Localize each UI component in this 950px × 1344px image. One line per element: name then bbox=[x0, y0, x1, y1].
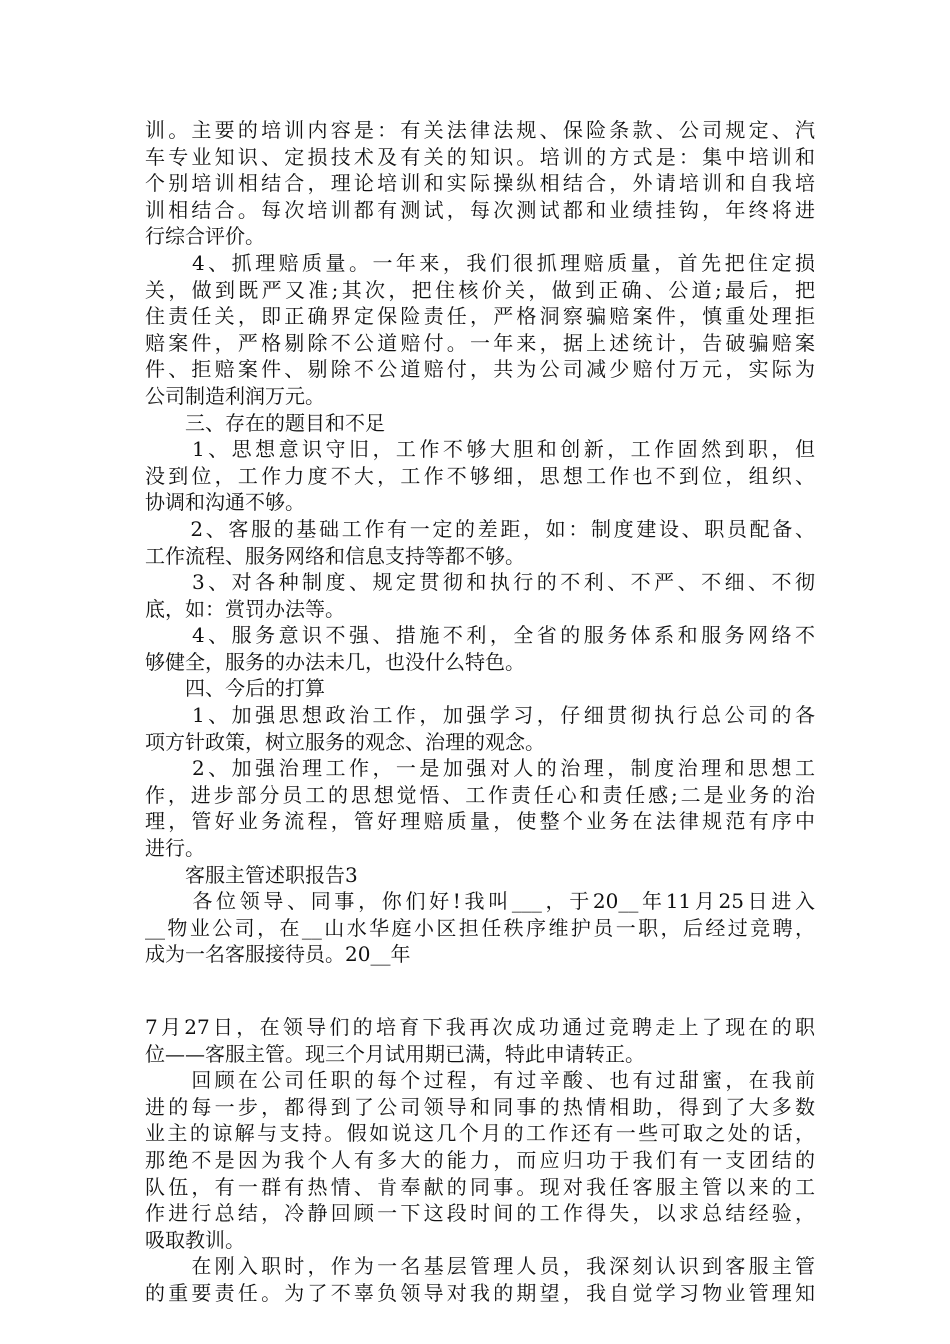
text-line: 那绝不是因为我个人有多大的能力，而应归功于我们有一支团结的 bbox=[145, 1147, 815, 1172]
text-line: 住责任关，即正确界定保险责任，严格洞察骗赔案件，慎重处理拒 bbox=[145, 304, 815, 329]
text-line: 四、今后的打算 bbox=[145, 676, 325, 701]
text-line: 没到位，工作力度不大，工作不够细，思想工作也不到位，组织、 bbox=[145, 463, 815, 488]
text-line: 3、对各种制度、规定贯彻和执行的不利、不严、不细、不彻 bbox=[145, 570, 815, 595]
text-line: 三、存在的题目和不足 bbox=[145, 410, 385, 435]
text-line: 客服主管述职报告3 bbox=[145, 862, 358, 887]
text-line: 作，进步部分员工的思想觉悟、工作责任心和责任感;二是业务的治 bbox=[145, 782, 815, 807]
text-line: 2、客服的基础工作有一定的差距，如：制度建设、职员配备、 bbox=[145, 516, 815, 541]
text-line: 吸取教训。 bbox=[145, 1227, 245, 1252]
text-line: 件、拒赔案件、剔除不公道赔付，共为公司减少赔付万元，实际为 bbox=[145, 357, 815, 382]
text-line: 进的每一步，都得到了公司领导和同事的热情相助，得到了大多数 bbox=[145, 1094, 815, 1119]
text-line: 各位领导、同事，你们好!我叫___，于20__年11月25日进入 bbox=[145, 889, 815, 914]
text-line: 底，如：赏罚办法等。 bbox=[145, 596, 345, 621]
text-line: 公司制造利润万元。 bbox=[145, 383, 325, 408]
text-line: 位——客服主管。现三个月试用期已满，特此申请转正。 bbox=[145, 1041, 645, 1066]
text-line: 4、服务意识不强、措施不利，全省的服务体系和服务网络不 bbox=[145, 623, 815, 648]
text-line: 协调和沟通不够。 bbox=[145, 490, 305, 515]
text-line: 赔案件，严格剔除不公道赔付。一年来，据上述统计，告破骗赔案 bbox=[145, 330, 815, 355]
text-line: 在刚入职时，作为一名基层管理人员，我深刻认识到客服主管 bbox=[145, 1254, 815, 1279]
text-line: 车专业知识、定损技术及有关的知识。培训的方式是：集中培训和 bbox=[145, 144, 815, 169]
text-line: 1、加强思想政治工作，加强学习，仔细贯彻执行总公司的各 bbox=[145, 703, 815, 728]
text-line: 队伍，有一群有热情、肯奉献的同事。现对我任客服主管以来的工 bbox=[145, 1174, 815, 1199]
text-line: 关，做到既严又准;其次，把住核价关，做到正确、公道;最后，把 bbox=[145, 277, 815, 302]
text-line: 回顾在公司任职的每个过程，有过辛酸、也有过甜蜜，在我前 bbox=[145, 1068, 815, 1093]
page-break-gap bbox=[145, 968, 815, 1014]
text-line: 的重要责任。为了不辜负领导对我的期望，我自觉学习物业管理知 bbox=[145, 1280, 815, 1305]
text-line: __物业公司，在__山水华庭小区担任秩序维护员一职，后经过竞聘， bbox=[145, 915, 815, 940]
text-line: 理，管好业务流程，管好理赔质量，使整个业务在法律规范有序中 bbox=[145, 809, 815, 834]
text-line: 工作流程、服务网络和信息支持等都不够。 bbox=[145, 543, 525, 568]
text-line: 2、加强治理工作，一是加强对人的治理，制度治理和思想工 bbox=[145, 756, 815, 781]
text-line: 够健全，服务的办法未几，也没什么特色。 bbox=[145, 649, 525, 674]
text-line: 4、抓理赔质量。一年来，我们很抓理赔质量，首先把住定损 bbox=[145, 250, 815, 275]
text-line: 进行。 bbox=[145, 836, 205, 861]
text-line: 7月27日，在领导们的培育下我再次成功通过竞聘走上了现在的职 bbox=[145, 1015, 815, 1039]
text-line: 项方针政策，树立服务的观念、治理的观念。 bbox=[145, 729, 545, 754]
text-line: 1、思想意识守旧，工作不够大胆和创新，工作固然到职，但 bbox=[145, 437, 815, 462]
text-line: 行综合评价。 bbox=[145, 224, 265, 249]
document-page bbox=[145, 117, 815, 1307]
text-line: 训相结合。每次培训都有测试，每次测试都和业绩挂钩，年终将进 bbox=[145, 197, 815, 222]
text-line: 训。主要的培训内容是：有关法律法规、保险条款、公司规定、汽 bbox=[145, 118, 815, 142]
text-line: 作进行总结，冷静回顾一下这段时间的工作得失，以求总结经验， bbox=[145, 1201, 815, 1226]
text-line: 个别培训相结合，理论培训和实际操纵相结合，外请培训和自我培 bbox=[145, 171, 815, 196]
text-line: 业主的谅解与支持。假如说这几个月的工作还有一些可取之处的话， bbox=[145, 1121, 815, 1146]
text-line: 成为一名客服接待员。20__年 bbox=[145, 942, 411, 967]
